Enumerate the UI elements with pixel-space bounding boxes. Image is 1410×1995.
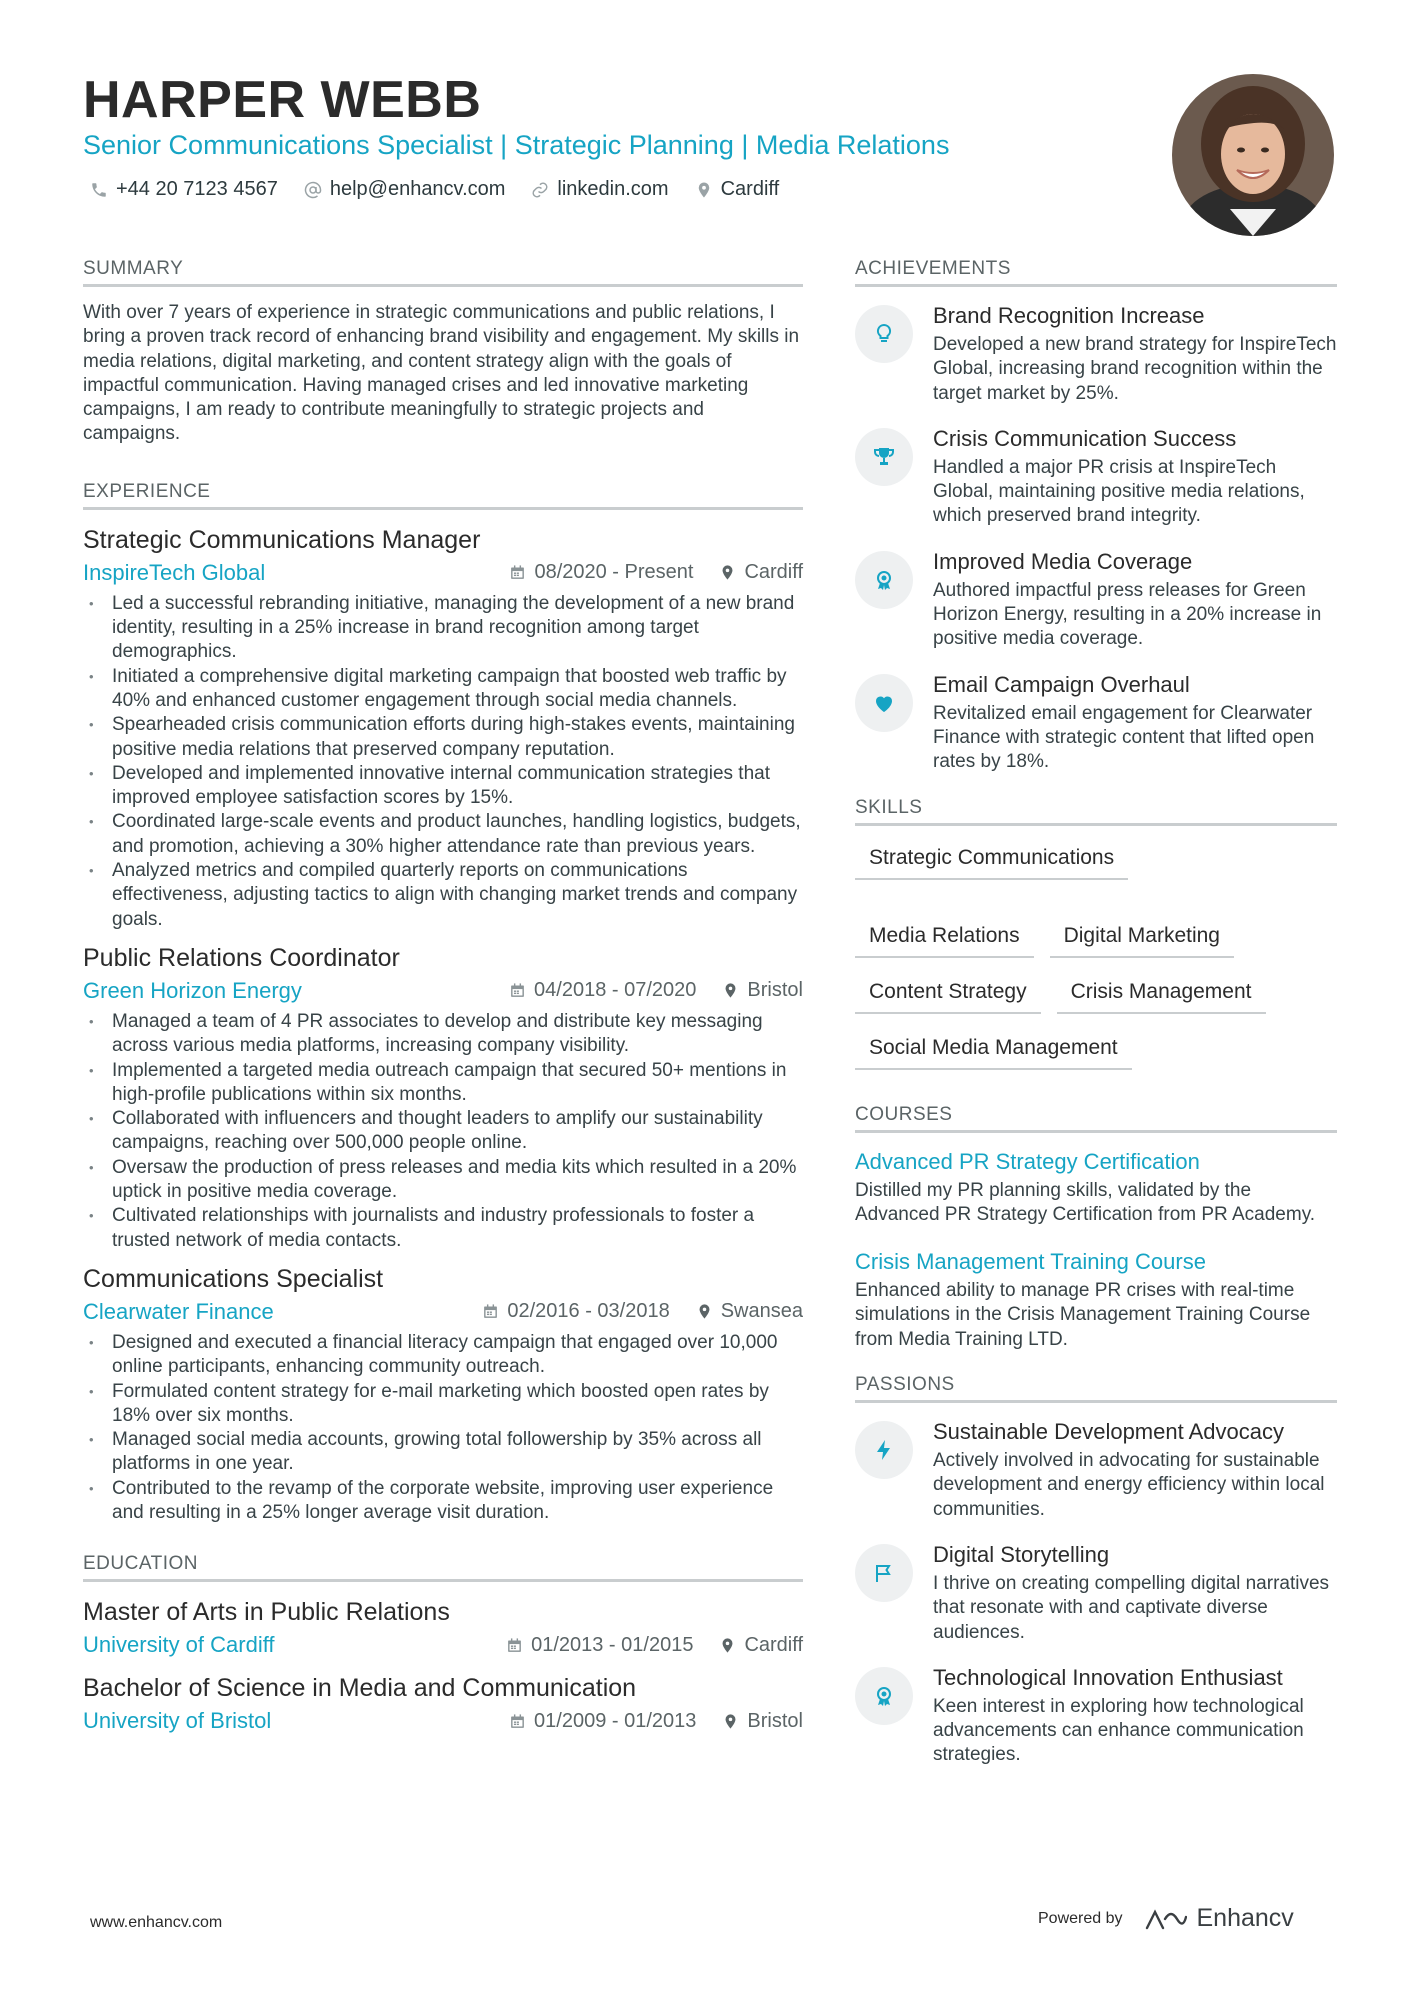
calendar-icon [506,1637,523,1654]
company-name: Green Horizon Energy [83,977,302,1003]
location-pin-icon [719,1637,736,1654]
achievement-description: Handled a major PR crisis at InspireTech Global, maintaining positive media relations, which preserved brand integrity. [933,456,1305,527]
calendar-icon [509,982,526,999]
footer-branding [1038,1904,1294,1933]
at-sign-icon [304,181,322,199]
job-dates: 02/2016 - 03/2018 [507,1300,670,1323]
enhancv-logo-icon [1145,1908,1187,1930]
contact-phone[interactable] [90,178,278,201]
powered-by-text: Powered by [1038,1909,1123,1927]
company-name: InspireTech Global [83,559,266,585]
achievement-title: Crisis Communication Success [933,425,1237,451]
skills-heading: SKILLS [855,797,1337,826]
course-description: Distilled my PR planning skills, validated by the Advanced PR Strategy Certification from PR Academy. [855,1179,1316,1225]
achievement-title: Improved Media Coverage [933,548,1193,574]
location-pin-icon [695,181,713,199]
job-bullet: • Formulated content strategy for e-mail marketing which boosted open rates by 18% over six months. [83,1380,803,1429]
job-bullet: • Spearheaded crisis communication efforts during high-stakes events, maintaining positive media relations that preserved company reputation. [83,713,803,762]
location-pin-icon [722,982,739,999]
profile-photo [1172,74,1334,236]
degree-title: Bachelor of Science in Media and Communication [83,1674,637,1703]
link-icon [531,181,549,199]
passion-item [855,1540,1337,1645]
calendar-icon [482,1303,499,1320]
lightbulb-icon [872,322,896,346]
education-dates: 01/2013 - 01/2015 [531,1633,694,1656]
summary-text: With over 7 years of experience in strategic communications and public relations, I bring a proven track record of enhancing brand visibility and engagement. My skills in media relations, digital marketing, and content strategy align with the goals of impactful communication. Having managed crises and led innovative marketing campaigns, I am ready to contribute meaningfully to strategic projects and campaigns. [83,302,800,445]
contact-location [695,178,780,201]
phone-text: +44 20 7123 4567 [116,178,278,200]
achievement-title: Brand Recognition Increase [933,303,1205,328]
skill-tag: Media Relations [855,924,1034,958]
passion-item [855,1663,1337,1768]
bolt-icon [872,1438,896,1462]
passion-item [855,1417,1337,1522]
courses-heading: COURSES [855,1104,1337,1133]
job-bullet: • Collaborated with influencers and thought leaders to amplify our sustainability campaigns, reaching over 500,000 people online. [83,1107,803,1156]
job-bullet: • Managed social media accounts, growing total followership by 35% across all platforms in one year. [83,1428,803,1477]
achievement-item [855,301,1337,406]
experience-item [83,524,803,932]
experience-item [83,1263,803,1525]
education-section [83,1553,803,1738]
experience-section [83,481,803,1526]
achievement-item [855,547,1337,652]
education-location: Bristol [747,1709,803,1732]
course-description: Enhanced ability to manage PR crises with real-time simulations in the Crisis Management Training Course from Media Training LTD. [855,1280,1311,1350]
education-dates: 01/2009 - 01/2013 [534,1709,697,1732]
skill-tag: Digital Marketing [1050,924,1234,958]
education-item [83,1596,803,1662]
job-title: Public Relations Coordinator [83,943,400,972]
footer-website[interactable]: www.enhancv.com [90,1914,223,1931]
location-pin-icon [696,1303,713,1320]
email-text: help@enhancv.com [329,178,506,200]
heart-icon [872,691,896,715]
skills-section [855,797,1337,1070]
skill-tag: Crisis Management [1057,980,1266,1014]
job-bullet: • Managed a team of 4 PR associates to develop and distribute key messaging across various media platforms, increasing company visibility. [83,1010,803,1059]
job-bullet: • Implemented a targeted media outreach campaign that secured 50+ mentions in high-profile publications within six months. [83,1059,803,1108]
job-location: Swansea [720,1300,803,1323]
location-pin-icon [719,564,736,581]
candidate-headline: Senior Communications Specialist | Strategic Planning | Media Relations [83,130,950,160]
candidate-name: HARPER WEBB [83,71,482,129]
phone-icon [90,181,108,199]
job-location: Bristol [747,979,803,1002]
award-icon [872,568,896,592]
passions-heading: PASSIONS [855,1374,1337,1403]
passion-description: Actively involved in advocating for sustainable development and energy efficiency within local communities. [933,1450,1325,1520]
achievement-item [855,670,1337,775]
contact-bar [90,178,779,201]
passion-description: I thrive on creating compelling digital narratives that resonate with and captivate diverse audiences. [933,1572,1330,1643]
summary-heading: SUMMARY [83,258,803,287]
job-bullet: • Oversaw the production of press releases and media kits which resulted in a 20% uptick in positive media coverage. [83,1156,803,1205]
course-title: Advanced PR Strategy Certification [855,1148,1200,1174]
job-bullet: • Developed and implemented innovative internal communication strategies that improved employee satisfaction scores by 15%. [83,762,803,811]
achievements-heading: ACHIEVEMENTS [855,258,1337,287]
course-item [855,1247,1337,1352]
experience-heading: EXPERIENCE [83,481,803,510]
job-title: Strategic Communications Manager [83,525,481,554]
calendar-icon [509,564,526,581]
job-dates: 08/2020 - Present [534,561,694,584]
passion-title: Digital Storytelling [933,1541,1110,1567]
job-title: Communications Specialist [83,1264,384,1293]
location-pin-icon [722,1713,739,1730]
achievements-section [855,258,1337,775]
skill-tag: Content Strategy [855,980,1041,1014]
skill-tag: Strategic Communications [855,846,1128,880]
passion-title: Sustainable Development Advocacy [933,1419,1284,1445]
job-bullet: • Contributed to the revamp of the corporate website, improving user experience and resulting in a 25% longer average visit duration. [83,1477,803,1526]
trophy-icon [872,445,896,469]
job-bullet: • Initiated a comprehensive digital marketing campaign that boosted web traffic by 40% and enhanced customer engagement through social media channels. [83,665,803,714]
job-bullet: • Coordinated large-scale events and product launches, handling logistics, budgets, and promotion, achieving a 30% higher attendance rate than previous years. [83,810,803,859]
job-dates: 04/2018 - 07/2020 [534,979,697,1002]
calendar-icon [509,1713,526,1730]
school-name: University of Bristol [83,1708,272,1734]
school-name: University of Cardiff [83,1632,275,1658]
left-column [83,258,803,1742]
job-location: Cardiff [744,561,803,584]
job-bullets [83,1010,803,1253]
achievement-item [855,424,1337,529]
company-name: Clearwater Finance [83,1298,274,1324]
brand-name: Enhancv [1196,1904,1294,1932]
experience-item [83,942,803,1253]
job-bullets [83,592,803,932]
job-bullet: • Cultivated relationships with journalists and industry professionals to foster a trusted network of media contacts. [83,1204,803,1253]
passion-title: Technological Innovation Enthusiast [933,1664,1283,1690]
award-icon [872,1684,896,1708]
job-bullets [83,1331,803,1525]
achievement-description: Authored impactful press releases for Green Horizon Energy, resulting in a 20% increase in positive media coverage. [933,579,1322,650]
contact-email[interactable] [304,178,506,201]
degree-title: Master of Arts in Public Relations [83,1598,450,1627]
education-location: Cardiff [744,1633,803,1656]
job-bullet: • Led a successful rebranding initiative, managing the development of a new brand identity, resulting in a 25% increase in brand recognition among target demographics. [83,592,803,665]
education-item [83,1672,803,1738]
passion-description: Keen interest in exploring how technological advancements can enhance communication strategies. [933,1695,1304,1766]
location-text: Cardiff [720,178,780,200]
passions-section [855,1374,1337,1768]
courses-section [855,1104,1337,1352]
job-bullet: • Designed and executed a financial literacy campaign that engaged over 10,000 online participants, enhancing community outreach. [83,1331,803,1380]
flag-icon [872,1561,896,1585]
summary-section [83,258,803,447]
brand-logo[interactable] [1145,1904,1294,1933]
education-heading: EDUCATION [83,1553,803,1582]
job-bullet: • Analyzed metrics and compiled quarterly reports on communications effectiveness, adjusting tactics to align with changing market trends and company goals. [83,859,803,932]
skill-tag: Social Media Management [855,1036,1132,1070]
course-title: Crisis Management Training Course [855,1249,1206,1275]
linkedin-text: linkedin.com [557,178,669,200]
contact-linkedin[interactable] [531,178,668,201]
achievement-title: Email Campaign Overhaul [933,671,1190,697]
achievement-description: Developed a new brand strategy for InspireTech Global, increasing brand recognition within the target market by 25%. [933,334,1337,404]
achievement-description: Revitalized email engagement for Clearwater Finance with strategic content that lifted open rates by 18%. [933,702,1315,773]
course-item [855,1147,1337,1228]
skills-list [855,840,1337,1070]
right-column [855,258,1337,1786]
